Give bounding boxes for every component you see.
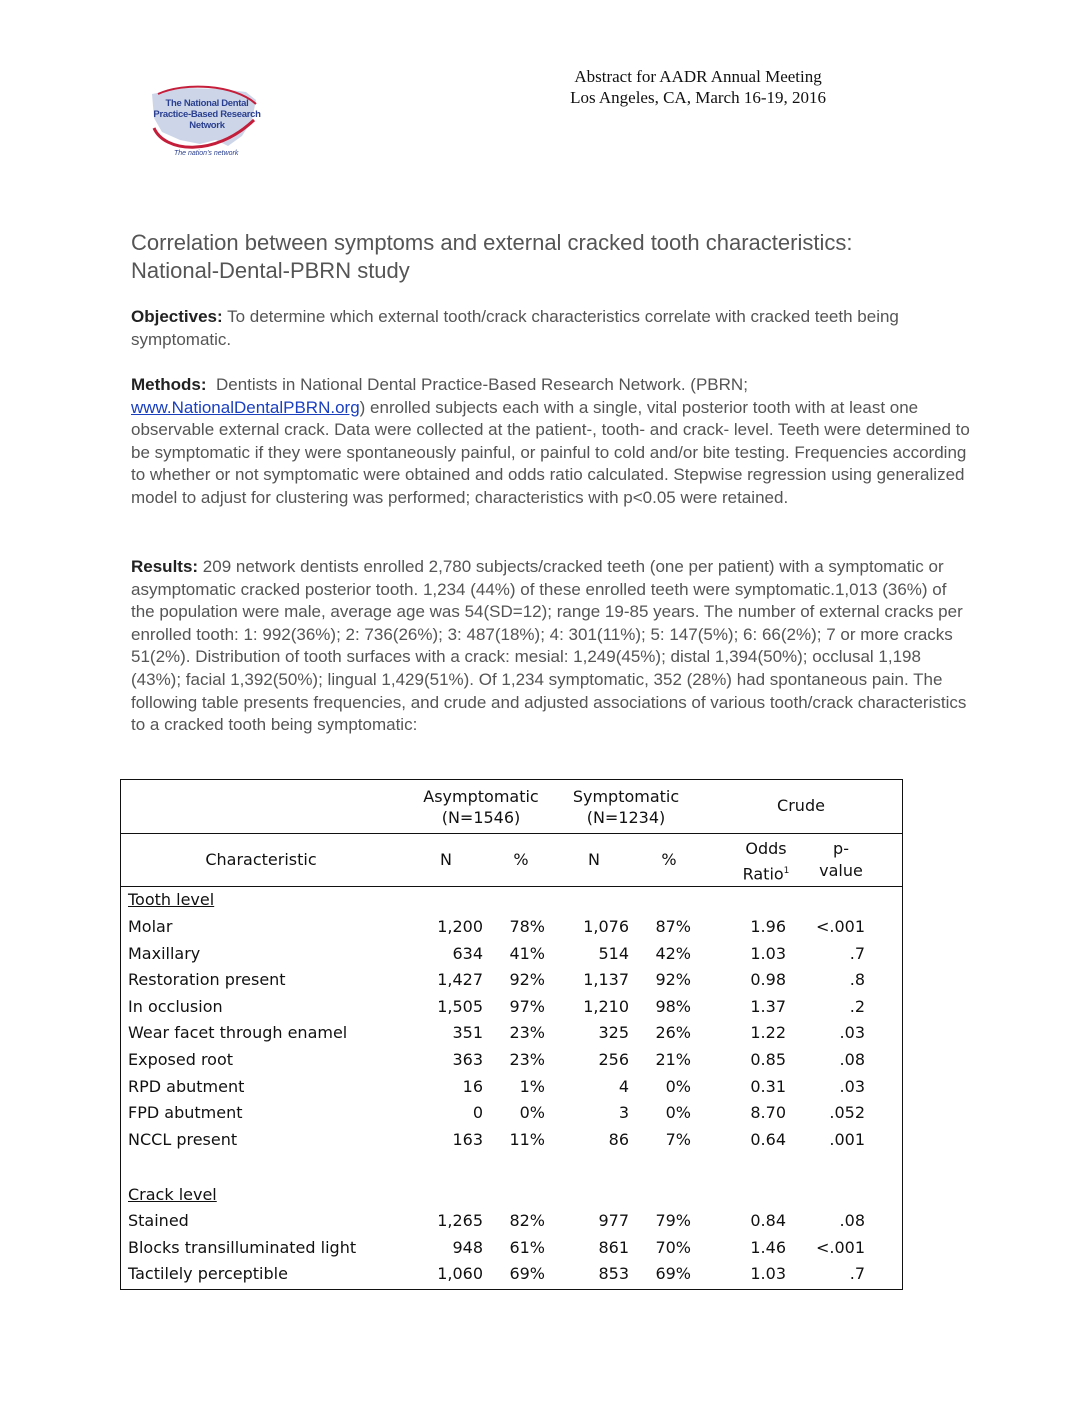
asym-n-cell: 1,505	[437, 996, 483, 1016]
network-logo	[144, 80, 264, 165]
sym-n-cell: 4	[618, 1076, 629, 1096]
characteristic-cell: Wear facet through enamel	[128, 1023, 348, 1043]
asym-n-header: N	[440, 850, 452, 869]
characteristic-cell: Stained	[128, 1211, 189, 1230]
asym-n-cell: 1,060	[437, 1264, 483, 1284]
asym-n-cell: 16	[462, 1076, 483, 1096]
sym-pct-cell: 21%	[655, 1050, 691, 1069]
odds-ratio-cell: 1.96	[750, 917, 786, 936]
asym-pct-cell: 23%	[509, 1023, 545, 1043]
symptomatic-n: (N=1234)	[586, 808, 666, 827]
objectives-section	[131, 306, 971, 351]
sym-pct-cell: 98%	[655, 996, 691, 1016]
p-value-cell: .8	[849, 970, 865, 990]
methods-heading: Methods:	[131, 375, 207, 394]
results-text: 209 network dentists enrolled 2,780 subjects/cracked teeth (one per patient) with a symptomatic or asymptomatic cracked posterior tooth. 1,234 (44%) of these enrolled teeth were symptomatic.1,013 (36%) of the population were male, average age was 54(SD=12); range 19-85 years. The number of external cracks per enrolled tooth: 1: 992(36%); 2: 736(26%); 3: 487(18%); 4: 301(11%); 5: 147(5%); 6: 66(2%); 7 or more cracks 51(2%). Distribution of tooth surfaces with a crack: mesial: 1,249(45%); distal 1,394(50%); occlusal 1,198 (43%); facial 1,392(50%); lingual 1,429(51%). Of 1,234 symptomatic, 352 (28%) had spontaneous pain. The following table presents frequencies, and crude and adjusted associations of various tooth/crack characteristics to a cracked tooth being symptomatic:	[131, 557, 967, 735]
pbrn-website-link[interactable]: www.NationalDentalPBRN.org	[131, 397, 360, 417]
asym-n-cell: 948	[452, 1237, 483, 1257]
symptomatic-header	[551, 786, 701, 828]
odds-ratio-cell: 0.84	[750, 1211, 786, 1230]
sym-pct-cell: 0%	[665, 1076, 691, 1096]
tooth-level-label: Tooth level	[128, 890, 215, 909]
characteristic-cell: Tactilely perceptible	[128, 1264, 288, 1284]
asymptomatic-label: Asymptomatic	[423, 787, 539, 806]
sym-n-cell: 3	[618, 1103, 629, 1123]
p-value-cell: <.001	[815, 1237, 865, 1257]
p-value-cell: .03	[839, 1076, 865, 1096]
odds-ratio-cell: 1.37	[750, 996, 786, 1016]
sym-pct-header: %	[661, 850, 677, 869]
characteristic-cell: Exposed root	[128, 1050, 234, 1069]
odds-ratio-cell: 1.03	[750, 943, 786, 963]
characteristic-cell: Blocks transilluminated light	[128, 1237, 357, 1257]
p-label: p-	[833, 839, 849, 858]
asym-pct-cell: 61%	[509, 1237, 545, 1257]
sym-pct-cell: 70%	[655, 1237, 691, 1257]
asym-n-cell: 1,265	[437, 1211, 483, 1230]
characteristic-cell: Restoration present	[128, 970, 286, 990]
results-table	[120, 779, 903, 1290]
asym-pct-cell: 82%	[509, 1211, 545, 1230]
odds-ratio-cell: 0.98	[750, 970, 786, 990]
sym-pct-cell: 0%	[665, 1103, 691, 1123]
asym-n-cell: 0	[472, 1103, 483, 1123]
asym-pct-header: %	[513, 850, 529, 869]
asym-n-cell: 634	[452, 943, 483, 963]
asym-n-cell: 1,427	[437, 970, 483, 990]
sym-pct-cell: 7%	[665, 1129, 691, 1149]
sym-n-cell: 1,076	[583, 917, 629, 936]
characteristic-cell: Molar	[128, 917, 173, 936]
sym-pct-cell: 69%	[655, 1264, 691, 1284]
characteristic-cell: In occlusion	[128, 996, 223, 1016]
sym-n-header: N	[588, 850, 600, 869]
objectives-text: To determine which external tooth/crack characteristics correlate with cracked teeth being symptomatic.	[131, 307, 899, 349]
p-value-cell: .08	[839, 1211, 865, 1230]
sym-pct-cell: 87%	[655, 917, 691, 936]
sym-pct-cell: 92%	[655, 970, 691, 990]
methods-text-1: Dentists in National Dental Practice-Based Research Network. (PBRN;	[206, 375, 753, 394]
characteristic-cell: NCCL present	[128, 1129, 238, 1149]
sym-n-cell: 1,137	[583, 970, 629, 990]
table-divider	[121, 833, 902, 834]
title-line-1: Correlation between symptoms and external cracked tooth characteristics:	[131, 230, 853, 255]
characteristic-cell: Maxillary	[128, 943, 201, 963]
odds-label: Odds	[745, 839, 787, 858]
characteristic-header: Characteristic	[205, 850, 317, 869]
sym-n-cell: 86	[608, 1129, 629, 1149]
meeting-line-1: Abstract for AADR Annual Meeting	[574, 67, 822, 86]
p-value-cell: .001	[829, 1129, 865, 1149]
p-value-cell: .08	[839, 1050, 865, 1069]
asymptomatic-n: (N=1546)	[441, 808, 521, 827]
meeting-header	[570, 66, 826, 108]
meeting-line-2: Los Angeles, CA, March 16-19, 2016	[570, 88, 826, 107]
p-value-cell: .7	[849, 943, 865, 963]
p-value-cell: .052	[829, 1103, 865, 1123]
sym-n-cell: 977	[598, 1211, 629, 1230]
odds-ratio-cell: 0.64	[750, 1129, 786, 1149]
asym-n-cell: 163	[452, 1129, 483, 1149]
table-divider	[121, 886, 902, 887]
asymptomatic-header	[401, 786, 561, 828]
asym-pct-cell: 1%	[519, 1076, 545, 1096]
odds-ratio-cell: 0.31	[750, 1076, 786, 1096]
sym-n-cell: 514	[598, 943, 629, 963]
asym-pct-cell: 78%	[509, 917, 545, 936]
asym-pct-cell: 69%	[509, 1264, 545, 1284]
results-section	[131, 556, 971, 737]
characteristic-cell: RPD abutment	[128, 1076, 245, 1096]
methods-section	[131, 374, 971, 510]
sym-n-cell: 853	[598, 1264, 629, 1284]
sym-pct-cell: 42%	[655, 943, 691, 963]
objectives-heading: Objectives:	[131, 307, 223, 326]
symptomatic-label: Symptomatic	[572, 787, 680, 806]
odds-ratio-cell: 1.22	[750, 1023, 786, 1043]
crude-header: Crude	[777, 796, 825, 815]
ratio-footnote: 1	[783, 866, 790, 876]
sym-n-cell: 861	[598, 1237, 629, 1257]
odds-ratio-header	[721, 838, 811, 885]
logo-tagline: The nation's network	[174, 150, 239, 157]
odds-ratio-cell: 1.46	[750, 1237, 786, 1257]
odds-ratio-cell: 8.70	[750, 1103, 786, 1123]
sym-n-cell: 1,210	[583, 996, 629, 1016]
crack-level-label: Crack level	[128, 1185, 217, 1204]
asym-n-cell: 363	[452, 1050, 483, 1069]
p-value-cell: .2	[849, 996, 865, 1016]
asym-pct-cell: 23%	[509, 1050, 545, 1069]
title-line-2: National-Dental-PBRN study	[131, 258, 410, 283]
asym-n-cell: 1,200	[437, 917, 483, 936]
sym-pct-cell: 26%	[655, 1023, 691, 1043]
odds-ratio-cell: 1.03	[750, 1264, 786, 1284]
sym-n-cell: 325	[598, 1023, 629, 1043]
asym-pct-cell: 92%	[509, 970, 545, 990]
ratio-label: Ratio	[742, 864, 784, 884]
asym-pct-cell: 0%	[519, 1103, 545, 1123]
sym-n-cell: 256	[598, 1050, 629, 1069]
results-heading: Results:	[131, 557, 199, 576]
asym-pct-cell: 11%	[509, 1129, 545, 1149]
p-value-cell: .7	[849, 1264, 865, 1284]
value-label: value	[819, 861, 863, 880]
odds-ratio-cell: 0.85	[750, 1050, 786, 1069]
p-value-cell: <.001	[815, 917, 865, 936]
p-value-header	[811, 838, 871, 882]
asym-n-cell: 351	[452, 1023, 483, 1043]
p-value-cell: .03	[839, 1023, 865, 1043]
asym-pct-cell: 41%	[509, 943, 545, 963]
asym-pct-cell: 97%	[509, 996, 545, 1016]
sym-pct-cell: 79%	[655, 1211, 691, 1230]
characteristic-cell: FPD abutment	[128, 1103, 243, 1123]
logo-name: The National Dental Practice-Based Research Network	[153, 98, 261, 131]
methods-text-2: ) enrolled subjects each with a single, vital posterior tooth with at least one observable external crack. Data were collected at the patient-, tooth- and crack- level. Teeth were determined to be symptomatic if they were spontaneously painful, or painful to cold and/or bite testing. Frequencies according to whether or not symptomatic were obtained and odds ratio calculated. Stepwise regression using generalized model to adjust for clustering was performed; characteristics with p<0.05 were retained.	[131, 397, 970, 507]
paper-title	[131, 229, 991, 285]
